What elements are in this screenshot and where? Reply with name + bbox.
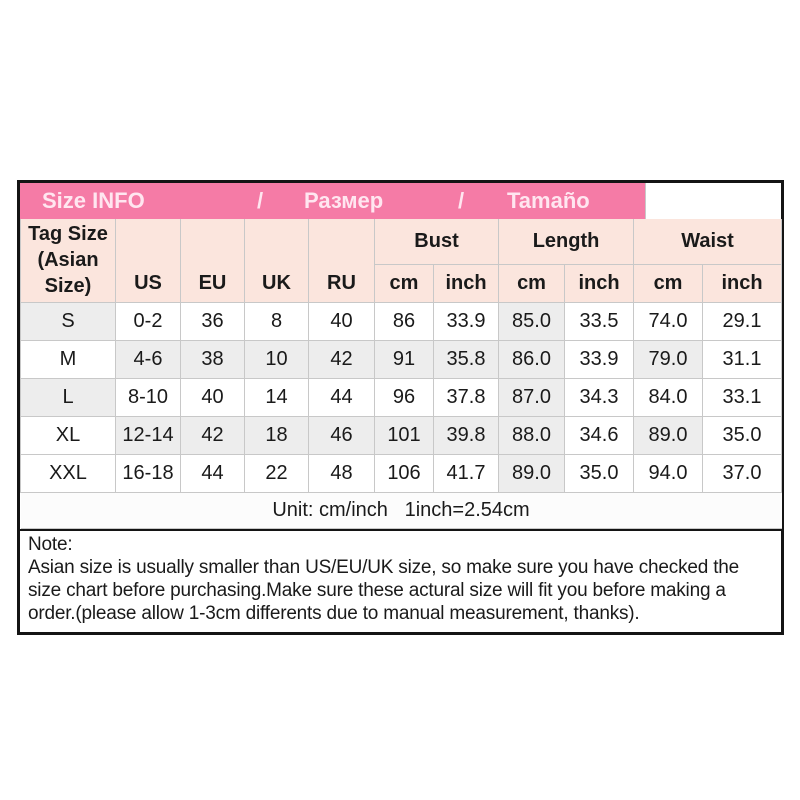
header-length: Length [499, 219, 634, 264]
banner [20, 183, 781, 219]
table-cell: 84.0 [634, 378, 703, 416]
table-cell: 86.0 [499, 340, 565, 378]
header-waist-inch: inch [703, 264, 782, 302]
table-row-xxl [21, 454, 782, 492]
table-cell: 33.1 [703, 378, 782, 416]
table-cell: 36 [181, 302, 245, 340]
table-cell: 12-14 [116, 416, 181, 454]
table-cell: 106 [375, 454, 434, 492]
note-line: Asian size is usually smaller than US/EU/UK size, so make sure you have checked the [28, 556, 740, 578]
table-cell: 31.1 [703, 340, 782, 378]
table-cell: XXL [21, 454, 116, 492]
table-cell: 33.5 [565, 302, 634, 340]
header-uk: UK [245, 219, 309, 302]
table-cell: 74.0 [634, 302, 703, 340]
table-cell: 34.3 [565, 378, 634, 416]
table-cell: 18 [245, 416, 309, 454]
header-length-inch: inch [565, 264, 634, 302]
table-cell: 87.0 [499, 378, 565, 416]
table-cell: 33.9 [565, 340, 634, 378]
header-tag-size [21, 219, 116, 302]
table-cell: 34.6 [565, 416, 634, 454]
header-us: US [116, 219, 181, 302]
table-row-m [21, 340, 782, 378]
table-cell: 38 [181, 340, 245, 378]
size-chart-table [17, 180, 784, 635]
table-cell: XL [21, 416, 116, 454]
banner-size-info: Size INFO [42, 188, 145, 213]
table-row-l [21, 378, 782, 416]
table-cell: L [21, 378, 116, 416]
table-cell: 89.0 [499, 454, 565, 492]
table-cell: 88.0 [499, 416, 565, 454]
table-cell: 40 [309, 302, 375, 340]
banner-slash: / [458, 188, 465, 213]
header-eu: EU [181, 219, 245, 302]
note-line: size chart before purchasing.Make sure these actural size will fit you before making a [28, 579, 726, 601]
table-cell: 94.0 [634, 454, 703, 492]
banner-tamano: Tamaño [507, 188, 590, 213]
banner-razmer: Размер [304, 188, 384, 213]
table-cell: S [21, 302, 116, 340]
header-waist-cm: cm [634, 264, 703, 302]
unit-row [21, 492, 782, 528]
table-cell: 0-2 [116, 302, 181, 340]
table-cell: 89.0 [634, 416, 703, 454]
table-cell: 37.0 [703, 454, 782, 492]
note-title: Note: [28, 533, 73, 555]
table-cell: 79.0 [634, 340, 703, 378]
table-cell: 35.8 [434, 340, 499, 378]
table-cell: 86 [375, 302, 434, 340]
table-cell: 48 [309, 454, 375, 492]
table-row-s [21, 302, 782, 340]
table-cell: M [21, 340, 116, 378]
header-bust-inch: inch [434, 264, 499, 302]
table-cell: 16-18 [116, 454, 181, 492]
note-section [20, 529, 781, 632]
table-cell: 42 [181, 416, 245, 454]
table-cell: 29.1 [703, 302, 782, 340]
table-cell: 44 [181, 454, 245, 492]
header-ru: RU [309, 219, 375, 302]
table-cell: 40 [181, 378, 245, 416]
table-cell: 46 [309, 416, 375, 454]
header-length-cm: cm [499, 264, 565, 302]
table-cell: 44 [309, 378, 375, 416]
table-cell: 35.0 [703, 416, 782, 454]
table-cell: 91 [375, 340, 434, 378]
table-cell: 39.8 [434, 416, 499, 454]
table-cell: 22 [245, 454, 309, 492]
banner-slash: / [257, 188, 264, 213]
table-cell: 33.9 [434, 302, 499, 340]
table-cell: 4-6 [116, 340, 181, 378]
header-bust-cm: cm [375, 264, 434, 302]
table-cell: 96 [375, 378, 434, 416]
note-line: order.(please allow 1-3cm differents due to manual measurement, thanks). [28, 602, 640, 624]
table-cell: 8 [245, 302, 309, 340]
table-cell: 35.0 [565, 454, 634, 492]
header-waist: Waist [634, 219, 782, 264]
header-tag-line3: Size) [44, 275, 92, 298]
unit-text: Unit: cm/inch 1inch=2.54cm [21, 492, 782, 528]
table-cell: 101 [375, 416, 434, 454]
banner-pink-strip [20, 183, 645, 219]
header-tag-line2: (Asian [37, 249, 99, 272]
header-tag-line1: Tag Size [28, 223, 108, 246]
size-table [20, 219, 782, 529]
table-row-xl [21, 416, 782, 454]
header-bust: Bust [375, 219, 499, 264]
table-cell: 85.0 [499, 302, 565, 340]
table-cell: 42 [309, 340, 375, 378]
table-cell: 8-10 [116, 378, 181, 416]
banner-empty-cell [645, 183, 781, 219]
table-cell: 37.8 [434, 378, 499, 416]
table-cell: 14 [245, 378, 309, 416]
table-cell: 10 [245, 340, 309, 378]
table-cell: 41.7 [434, 454, 499, 492]
